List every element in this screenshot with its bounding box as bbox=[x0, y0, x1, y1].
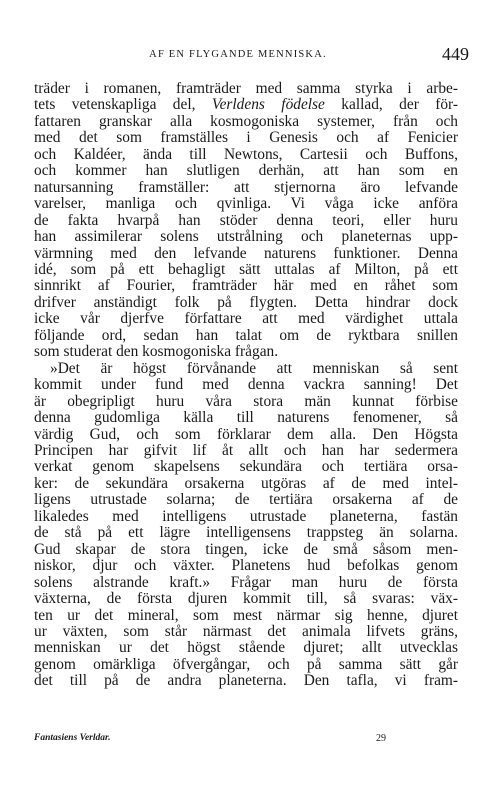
text-line-18: »Det är högst förvånande att menniskan så sent bbox=[50, 359, 458, 377]
text-line-11: värmning med den lefvande naturens funktioner. Denna bbox=[34, 244, 458, 262]
text-line-15: icke vår djerfve författare att med värdighet uttala bbox=[34, 310, 458, 328]
text-line-2: tets vetenskapliga del, Verldens födelse kallad, der för- bbox=[34, 96, 458, 114]
text-line-13: sinnrikt af Fourier, framträder här med en råhet som bbox=[34, 277, 458, 295]
text-line-14: drifver anständigt folk på flygten. Detta hindrar dock bbox=[34, 293, 458, 311]
text-line-29: Gud skapar de stora tingen, icke de små såsom men- bbox=[34, 540, 458, 558]
text-line-6: och kommer han slutligen derhän, att han som en bbox=[34, 162, 458, 180]
text-line-33: ten ur det mineral, som mest närmar sig henne, djuret bbox=[34, 606, 458, 624]
text-line-27: likaledes med intelligens utrustade planeterna, fastän bbox=[34, 507, 458, 525]
text-line-30: niskor, djur och växter. Planetens hud befolkas genom bbox=[34, 557, 458, 575]
text-line-16: följande ord, sedan han talat om de ryktbara snillen bbox=[34, 326, 458, 344]
text-line-9: de fakta hvarpå han stöder denna teori, eller huru bbox=[34, 211, 458, 229]
text-line-31: solens alstrande kraft.» Frågar man huru de första bbox=[34, 573, 458, 591]
text-line-5: och Kaldéer, ända till Newtons, Cartesii och Buffons, bbox=[34, 145, 458, 163]
text-line-28: de stå på ett lägre intelligensens trappsteg än solarna. bbox=[34, 524, 458, 542]
text-line-10: han assimilerar solens utstrålning och planeternas upp- bbox=[34, 228, 458, 246]
text-line-37: det till på de andra planeterna. Den tafla, vi fram- bbox=[34, 672, 458, 690]
text-line-1: träder i romanen, framträder med samma styrka i arbe- bbox=[34, 80, 458, 97]
text-line-23: Principen har gifvit lif åt allt och han har sedermera bbox=[34, 441, 458, 459]
page-footer bbox=[34, 733, 472, 747]
text-line-17: som studerat den kosmogoniska frågan. bbox=[34, 343, 279, 361]
text-line-32: växterna, de första djuren kommit till, så svaras: väx- bbox=[34, 590, 458, 608]
text-line-26: ligens utrustade solarna; de tertiära orsakerna af de bbox=[34, 491, 458, 509]
text-line-8: varelser, manliga och qvinliga. Vi våga icke anföra bbox=[34, 195, 458, 213]
text-line-36: genom omärkliga öfvergångar, och på samma sätt går bbox=[34, 655, 458, 673]
text-line-34: ur växten, som står närmast det animala lifvets gräns, bbox=[34, 622, 458, 640]
text-line-3: fattaren granskar alla kosmogoniska systemer, från och bbox=[34, 112, 458, 130]
printer-signature-title: Fantasiens Verldar. bbox=[34, 733, 111, 743]
text-line-35: menniskan ur det högst stående djuret; allt utvecklas bbox=[34, 639, 458, 657]
text-line-24: verkat genom skapelsens sekundära och tertiära orsa- bbox=[34, 458, 458, 476]
text-line-19: kommit under fund med denna vackra sanning! Det bbox=[34, 376, 458, 394]
page-number: 449 bbox=[442, 44, 469, 64]
text-line-22: värdig Gud, och som förklarar dem alla. Den Högsta bbox=[34, 425, 458, 443]
running-title: AF EN FLYGANDE MENNISKA. bbox=[149, 49, 327, 60]
text-line-4: med det som framställes i Genesis och af Fenicier bbox=[34, 129, 458, 147]
text-line-20: är obegripligt huru våra stora män kunnat förbise bbox=[34, 392, 458, 410]
text-line-7: natursanning framställer: att stjernorna äro lefvande bbox=[34, 178, 458, 196]
text-line-25: ker: de sekundära orsakerna utgöras af de med intel- bbox=[34, 474, 458, 492]
book-title-italic: Verldens födelse bbox=[211, 96, 325, 114]
text-line-12: idé, som på ett behagligt sätt uttalas af Milton, på ett bbox=[34, 260, 458, 278]
printer-signature-number: 29 bbox=[376, 733, 386, 744]
text-line-21: denna gudomliga källa till naturens fenomener, så bbox=[34, 409, 458, 427]
running-head bbox=[32, 44, 472, 64]
body-text bbox=[34, 81, 458, 690]
